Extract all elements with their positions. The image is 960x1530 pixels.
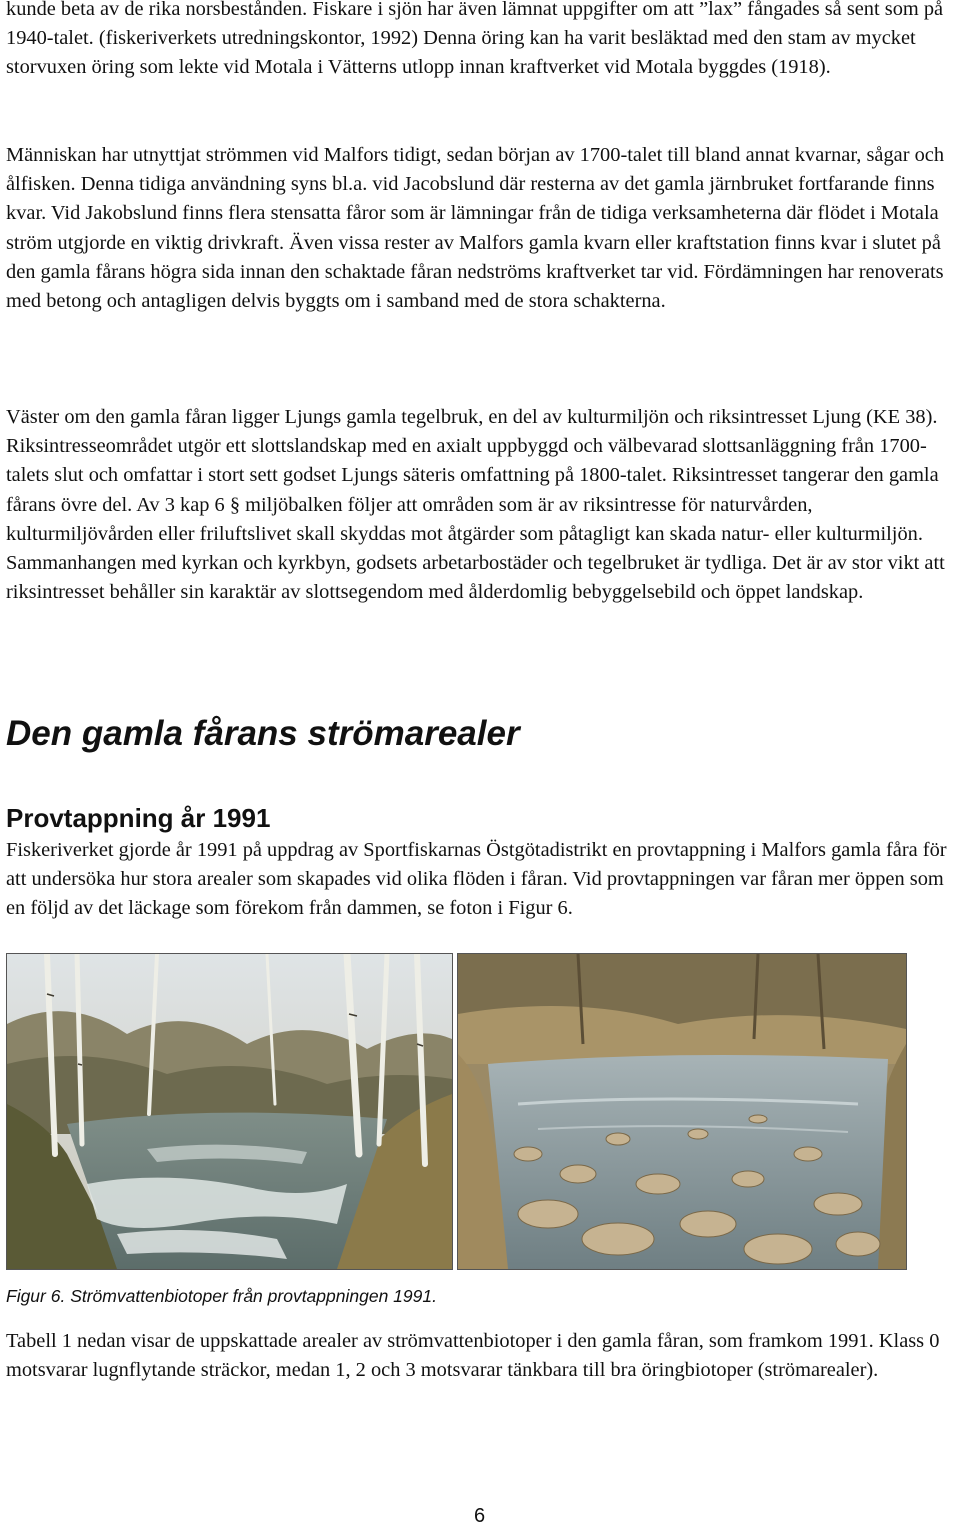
paragraph-human-use: Människan har utnyttjat strömmen vid Malfors tidigt, sedan början av 1700-talet till bland annat kvarnar, sågar och ålfisken. Denna tidiga användning syns bl.a. vid Jacobslund där resterna av det gamla järnbruket fortfarande finns kvar. Vid Jakobslund finns flera stensatta fåror som är lämningar från de tidiga verksamheterna där flödet i Motala ström utgjorde en viktig drivkraft. Även vissa rester av Malfors gamla kvarn eller kraftstation finns kvar i slutet på den gamla fårans högra sida innan den schaktade fåran nedströms kraftverket tar vid. Fördämningen har renoverats med betong och antagligen delvis byggts om i samband med de stora schakterna. — [6, 144, 945, 313]
paragraph-ljung-riksintresse: Väster om den gamla fåran ligger Ljungs gamla tegelbruk, en del av kulturmiljön och riksintresset Ljung (KE 38). Riksintresseområdet utgör ett slottslandskap med en axialt uppbyggd och välbevarad slottsanläggning från 1700-talets slut och omfattar i stort sett godset Ljungs säteris omfattning på 1800-talet. Riksintresset tangerar den gamla fårans övre del. Av 3 kap 6 § miljöbalken följer att områden som är av riksintresse för naturvården, kulturmiljövården eller friluftslivet skall skyddas mot åtgärder som påtagligt kan skada natur- eller kulturmiljön. Sammanhangen med kyrkan och kyrkbyn, godsets arbetarbostäder och tegelbruket är tydliga. Det är av stor vikt att riksintresset behåller sin karaktär av slottsegendom med ålderdomlig bebyggelsebild och öppet landskap. — [6, 406, 945, 604]
paragraph-provtappning: Fiskeriverket gjorde år 1991 på uppdrag av Sportfiskarnas Östgötadistrikt en provtappning i Malfors gamla fåra för att undersöka hur stora arealer som skapades vid olika flöden i fåran. Vid provtappningen var fåran mer öppen som en följd av det läckage som förekom från dammen, se foton i Figur 6. — [6, 839, 947, 920]
stream-photo-left — [6, 953, 453, 1270]
figure-caption: Figur 6. Strömvattenbiotoper från provtappningen 1991. — [6, 1286, 437, 1306]
paragraph-intro: kunde beta av de rika norsbestånden. Fiskare i sjön har även lämnat uppgifter om att ”lax” fångades så sent som på 1940-talet. (fiskeriverkets utredningskontor, 1992) Denna öring kan ha varit besläktad med den stam av mycket storvuxen öring som lekte vid Motala i Vätterns utlopp innan kraftverket vid Motala byggdes (1918). — [6, 0, 944, 79]
subsection-heading: Provtappning år 1991 — [6, 803, 271, 833]
section-heading: Den gamla fårans strömarealer — [6, 714, 520, 753]
stream-photo-right — [457, 953, 907, 1270]
paragraph-tabell: Tabell 1 nedan visar de uppskattade arealer av strömvattenbiotoper i den gamla fåran, som framkom 1991. Klass 0 motsvarar lugnflytande sträckor, medan 1, 2 och 3 motsvarar tänkbara till bra öringbiotoper (strömarealer). — [6, 1330, 940, 1382]
page-number: 6 — [474, 1505, 486, 1527]
